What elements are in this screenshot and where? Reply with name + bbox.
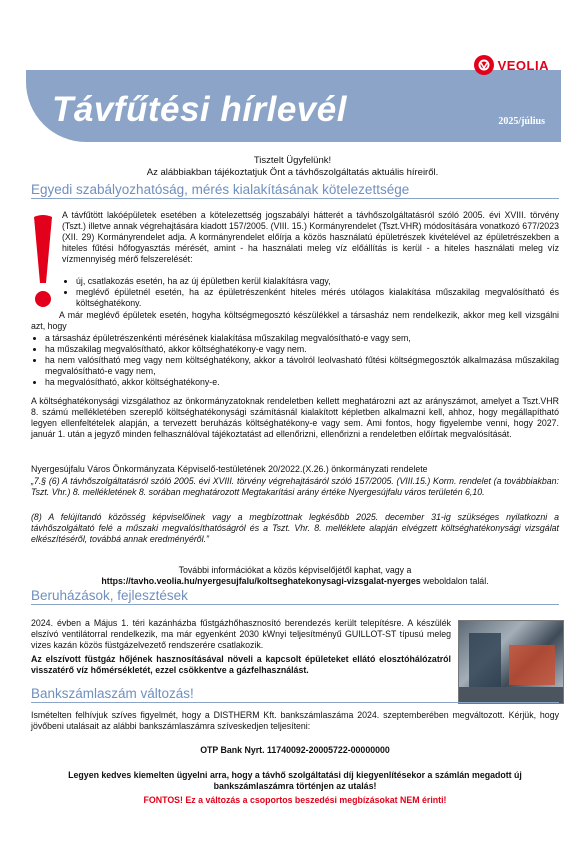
paragraph-bank-change: Ismételten felhívjuk szíves figyelmét, hogy a DISTHERM Kft. bankszámlaszáma 2024. szeptemberében megváltozott. Kérjük, hogy jövőbeni utalásait az alábbi bankszámlaszámra szíveskedjen teljesíteni: — [31, 710, 559, 731]
list-item: • ha műszakilag megvalósítható, akkor költséghatékony-e vagy nem. — [45, 344, 559, 355]
section-heading-regulation: Egyedi szabályozhatóság, mérés kialakításának kötelezettsége — [31, 182, 559, 199]
list-item: • ha nem valósítható meg vagy nem költséghatékony, akkor a távolról leolvasható fűtési költségmegosztók alkalmazása műszakilag megvalósítható-e vagy nem, — [45, 355, 559, 377]
more-info-prefix: További információkat a közös képviselőjétől kaphat, vagy a — [178, 565, 412, 575]
greeting-line1: Tisztelt Ügyfelünk! — [253, 155, 332, 166]
section-heading-bank-account: Bankszámlaszám változás! — [31, 686, 559, 703]
newsletter-title: Távfűtési hírlevél — [52, 90, 347, 129]
list-item: • a társasház épületrészenkénti mérésének kialakítása műszakilag megvalósítható-e vagy sem, — [45, 333, 559, 344]
greeting-line2: Az alábbiakban tájékoztatjuk Önt a távhőszolgáltatás aktuális híreiről. — [146, 167, 439, 178]
paragraph-legal-background: A távfűtött lakóépületek esetében a kötelezettség jogszabályi hátterét a távhőszolgáltatásról szóló 2005. évi XVIII. törvény (Tszt.) illetve annak végrehajtására kiadott 157/2005. (VIII. 15.) Kormányrendelet (Tszt.VHR) módosítására vonatkozó 677/2023 (XII. 29) Kormányrendelet adja. A kormányrendelet előírja a közös használatú épületrészek kivételével az épületrészekben a hiteles fűtési hőfogyasztás mérését, amint - ha használati meleg víz előállítás is kerül - a hiteles használati meleg víz vízmennyiség mérő felszerelését: — [62, 210, 559, 264]
quote-decree-clause-6: „7.§ (6) A távhőszolgáltatásról szóló 2005. évi XVIII. törvény végrehajtásáról szóló 157/2005. (VIII.15.) Korm. rendelet (a továbbiakban: Tszt. Vhr.) 8. mellékletének 8. sorában meghatározott Megtakarítási arány értéke Nyergesújfalu város területén 6,10. — [31, 476, 559, 497]
bullet-list-checks — [31, 333, 559, 388]
paragraph-cost-efficiency: A költséghatékonysági vizsgálathoz az önkormányzatoknak rendeletben kellett meghatározni azt az arányszámot, amelyet a Tszt.VHR 8. számú mellékletében szereplő költséghatékonysági számításnál kialakított képletben alkalmazni kell, ahhoz, hogy megállapítható legyen ellenfeltételek alapján, a tervezett beruházás költséghatékony-e vagy sem. Ami fontos, hogy figyelembe venni, hogy 2027. január 1. után a jegyző minden felhasználóval tájékoztatást ad ellenőrizni, ellenőrizni a rendeletben előírtak megvalósítását. — [31, 396, 559, 439]
issue-date: 2025/július — [498, 116, 545, 127]
important-notice: FONTOS! Ez a változás a csoportos beszedési megbízásokat NEM érinti! — [143, 795, 447, 805]
veolia-logo-icon — [474, 55, 494, 75]
exclamation-icon — [31, 213, 55, 313]
bullet-list-new-buildings — [62, 276, 559, 309]
header-banner — [26, 33, 561, 142]
more-info-suffix: weboldalon talál. — [423, 576, 489, 586]
paragraph-municipal-decree: Nyergesújfalu Város Önkormányzata Képviselő-testületének 20/2022.(X.26.) önkormányzati rendelete — [31, 464, 428, 474]
veolia-logo — [474, 55, 549, 75]
veolia-logo-text: VEOLIA — [497, 57, 549, 73]
existing-buildings-text: A már meglévő épületek esetén, hogyha költségmegosztó készülékkel a társasház nem rendelkezik, akkor meg kell vizsgálni azt, hogy — [31, 310, 559, 331]
info-link[interactable]: https://tavho.veolia.hu/nyergesujfalu/koltseghatekonysagi-vizsgalat-nyerges — [101, 576, 421, 586]
quote-decree-clause-8: (8) A felújítandó közösség képviselőinek vagy a megbízottnak legkésőbb 2025. december 31-ig szükséges nyilatkozni a távhőszolgáltató felé a műszaki megvalósíthatóságról és a Tszt. Vhr. 8. melléklete alapján elvégzett költséghatékonysági vizsgálat elkészítéséről, továbbá annak eredményéről.” — [31, 512, 559, 544]
more-info-text — [31, 565, 559, 587]
paragraph-existing-buildings — [31, 310, 559, 332]
section-heading-investments: Beruházások, fejlesztések — [31, 588, 559, 605]
paragraph-flue-gas-benefit: Az elszívott füstgáz hőjének hasznosításával növeli a kapcsolt épületeket ellátó elosztóhálózatról visszatérő víz hőmérsékletét, ezzel csökkentve a gázfelhasználást. — [31, 654, 451, 675]
list-item: • új, csatlakozás esetén, ha az új épületben kerül kialakításra vagy, — [76, 276, 559, 287]
list-item: • ha megvalósítható, akkor költséghatékony-e. — [45, 377, 559, 388]
paragraph-flue-gas-investment: 2024. évben a Május 1. téri kazánházba fűstgázhőhasznosító berendezés került telepítésre. A készülék elszívó ventilátorral rendelkezik, ma már egyenként 2030 kWnyi teljesítményű GUILLOT-ST típusú meleg vizes kazán közös füstgázelvezető rendszerére csatlakozik. — [31, 618, 451, 650]
paragraph-transfer-notice: Legyen kedves kiemelten ügyelni arra, hogy a távhő szolgáltatási díj kiegyenlítésekor a számlán megadott új bankszámlaszámra történjen az utalás! — [68, 770, 522, 791]
list-item: • meglévő épületnél esetén, ha az épületrészenként hiteles mérés utólagos kialakítása műszakilag megvalósítható és költséghatékony. — [76, 287, 559, 309]
bank-account-number: OTP Bank Nyrt. 11740092-20005722-00000000 — [200, 745, 390, 755]
